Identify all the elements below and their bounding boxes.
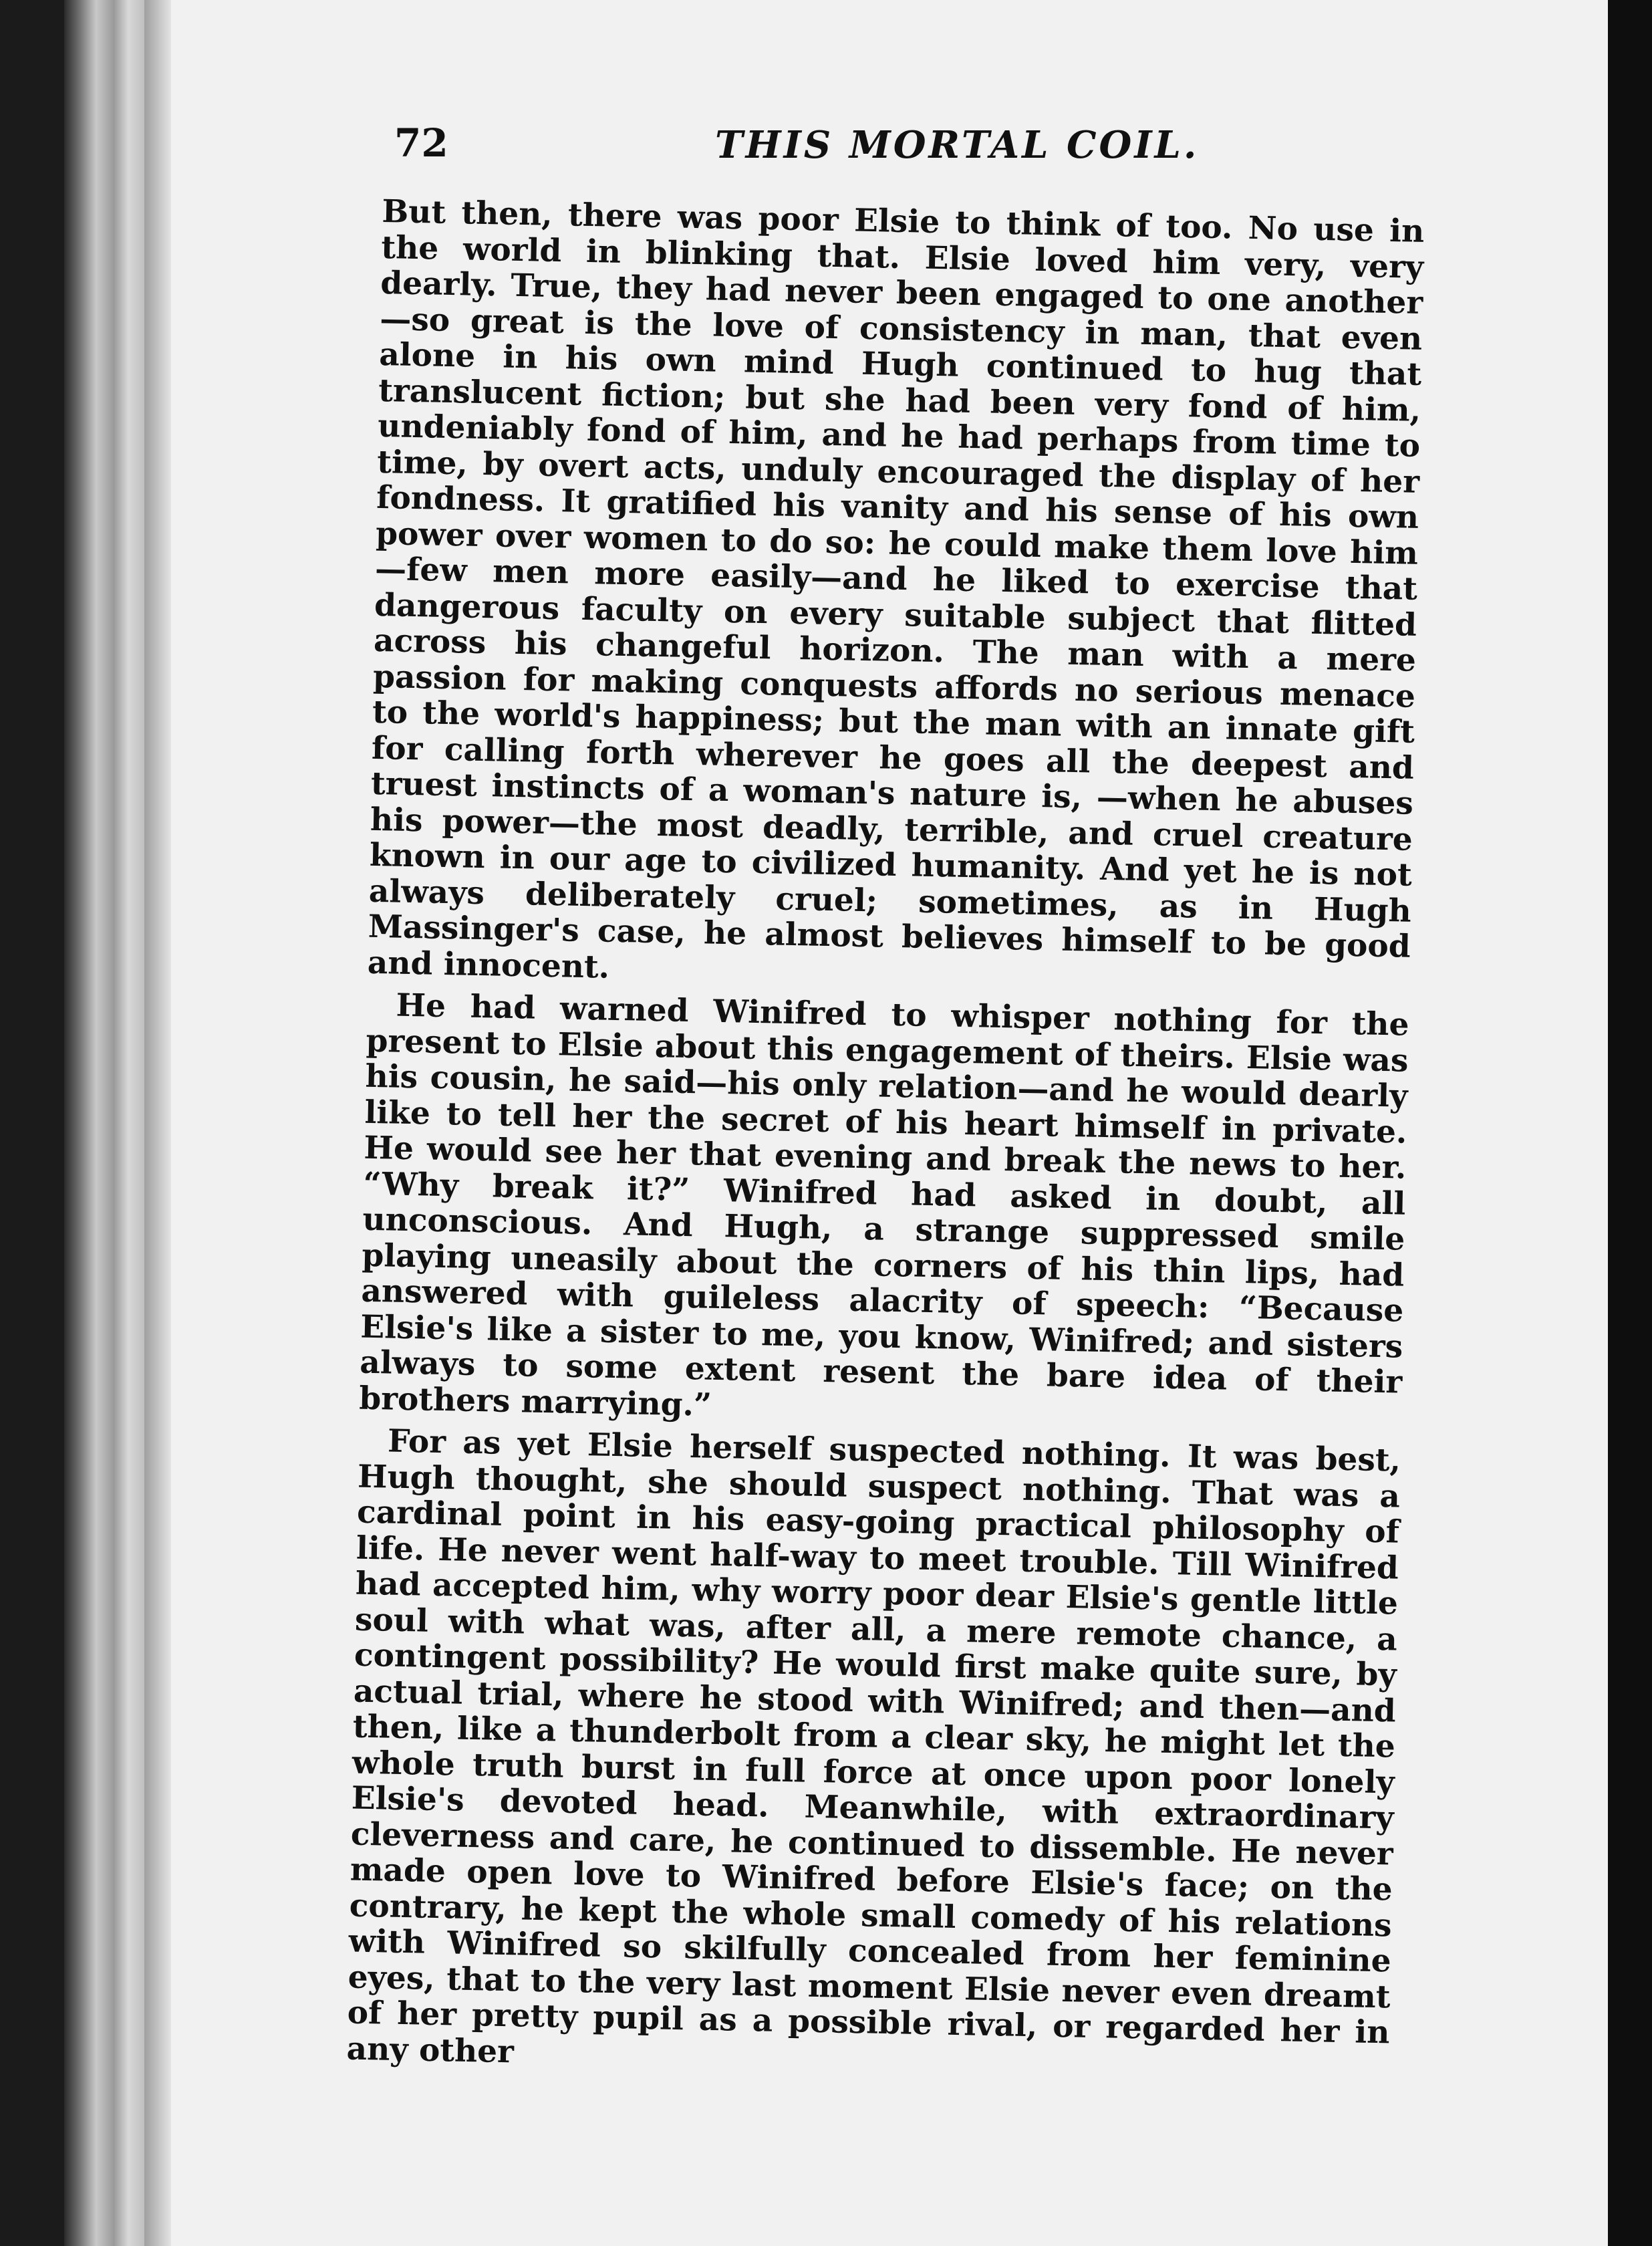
book-binding-edge — [64, 0, 144, 2246]
paragraph: But then, there was poor Elsie to think of too. No use in the world in blinking that. Elsie loved him very, very dearly. True, they had never been engaged to one another—so great is the love of consistency in man, that even alone in his own mind Hugh continued to hug that translucent fiction; but she had been very fond of him, undeniably fond of him, and he had perhaps from time to time, by overt acts, unduly encouraged the display of her fondness. It gratified his vanity and his sense of his own power over women to do so: he could make them love him—few men more easily—and he liked to exercise that dangerous faculty on every suitable subject that flitted across his changeful horizon. The man with a mere passion for making conquests affords no serious menace to the world's happiness; but the man with an innate gift for calling forth wherever he goes all the deepest and truest instincts of a woman's nature is, —when he abuses his power—the most deadly, terrible, and cruel creature known in our age to civilized humanity. And yet he is not always deliberately cruel; sometimes, as in Hugh Massinger's case, he almost believes himself to be good and innocent. — [367, 193, 1425, 986]
scan-border — [1608, 0, 1652, 2246]
page-header — [394, 120, 1397, 180]
paragraph: For as yet Elsie herself suspected nothing. It was best, Hugh thought, she should suspect nothing. That was a cardinal point in his easy-going practical philosophy of life. He never went half-way to meet trouble. Till Winifred had accepted him, why worry poor dear Elsie's gentle little soul with what was, after all, a mere remote chance, a contingent possibility? He would first make quite sure, by actual trial, where he stood with Winifred; and then—and then, like a thunderbolt from a clear sky, he might let the whole truth burst in full force at once upon poor lonely Elsie's devoted head. Meanwhile, with extraordinary cleverness and care, he continued to dissemble. He never made open love to Winifred before Elsie's face; on the contrary, he kept the whole small comedy of his relations with Winifred so skilfully concealed from her feminine eyes, that to the very last moment Elsie never even dreamt of her pretty pupil as a possible rival, or regarded her in any other — [346, 1422, 1401, 2070]
body-text — [346, 194, 1425, 2093]
page-number: 72 — [394, 120, 448, 166]
gutter-shadow — [144, 0, 171, 2246]
running-title: THIS MORTAL COIL. — [715, 123, 1200, 167]
paragraph: He had warned Winifred to whisper nothing for the present to Elsie about this engagement of theirs. Elsie was his cousin, he said—his only relation—and he would dearly like to tell her the secret of his heart himself in private. He would see her that evening and break the news to her. “Why break it?” Winifred had asked in doubt, all unconscious. And Hugh, a strange suppressed smile playing uneasily about the corners of his thin lips, had answered with guileless alacrity of speech: “Because Elsie's like a sister to me, you know, Winifred; and sisters always to some extent resent the bare idea of their brothers marrying.” — [358, 987, 1409, 1424]
